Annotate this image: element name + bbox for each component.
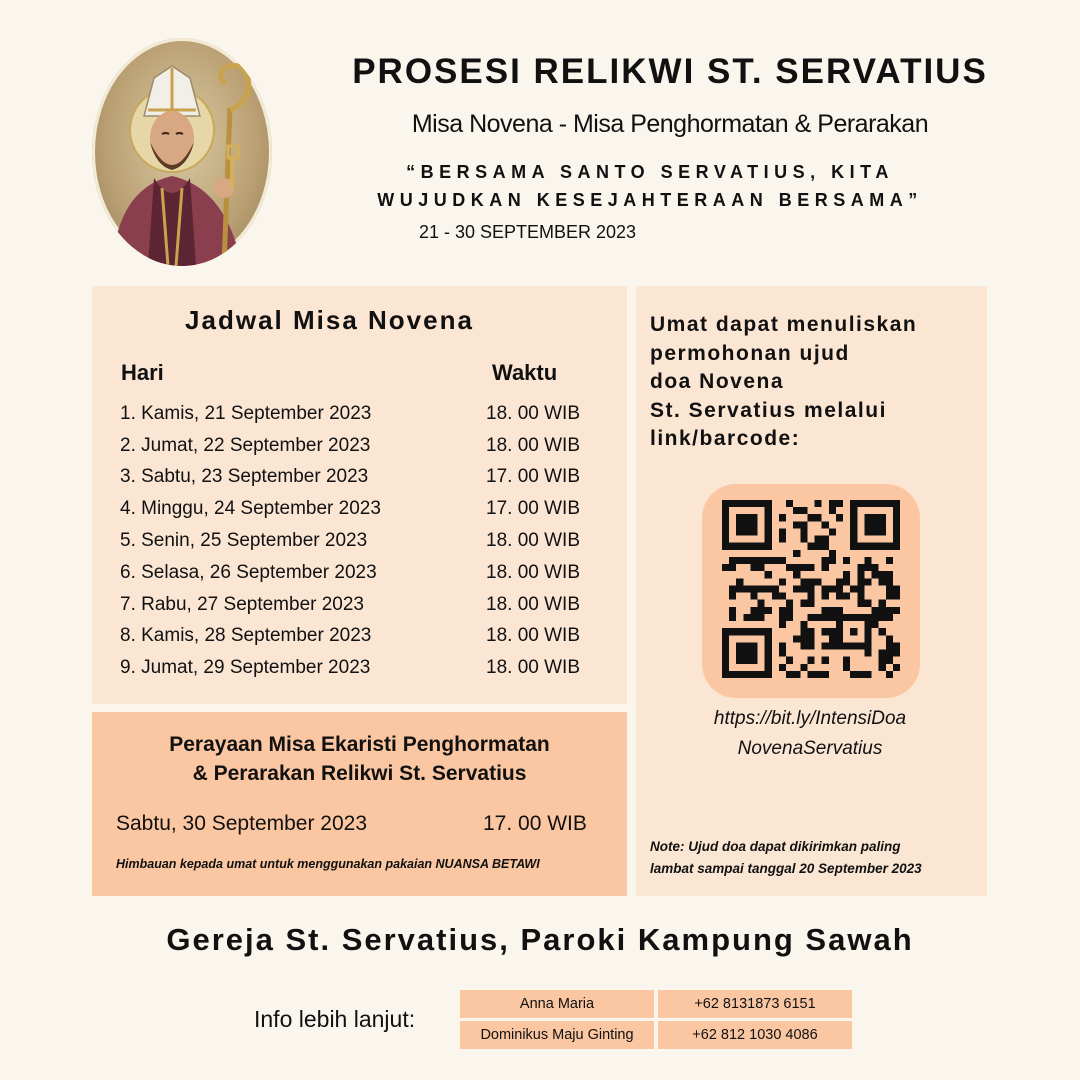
schedule-row <box>120 652 600 684</box>
dress-code-note: Himbauan kepada umat untuk menggunakan pakaian NUANSA BETAWI <box>116 857 540 871</box>
qr-code-icon[interactable] <box>722 500 900 678</box>
contact-name: Anna Maria <box>460 990 654 1018</box>
intention-line: permohonan ujud <box>650 341 850 365</box>
column-header-time: Waktu <box>492 360 558 385</box>
link-line[interactable]: https://bit.ly/IntensiDoa <box>713 708 907 729</box>
celebration-title-line: Perayaan Misa Ekaristi Penghormatan <box>169 733 550 756</box>
contact-phone[interactable]: +62 8131873 6151 <box>658 990 852 1018</box>
theme-line: WUJUDKAN KESEJAHTERAAN BERSAMA” <box>377 190 923 210</box>
schedule-row <box>120 589 600 621</box>
schedule-row <box>120 525 600 557</box>
schedule-day: 7. Rabu, 27 September 2023 <box>120 593 365 615</box>
intention-line: link/barcode: <box>650 427 801 450</box>
celebration-title-line: & Perarakan Relikwi St. Servatius <box>192 762 527 785</box>
schedule-day: 8. Kamis, 28 September 2023 <box>120 625 372 647</box>
schedule-list <box>120 398 600 684</box>
intention-line: St. Servatius melalui <box>650 398 887 422</box>
event-subtitle: Misa Novena - Misa Penghormatan & Perarakan <box>411 110 929 138</box>
schedule-time: 18. 00 WIB <box>486 434 580 456</box>
celebration-date: Sabtu, 30 September 2023 <box>116 812 368 835</box>
schedule-day: 4. Minggu, 24 September 2023 <box>120 498 381 520</box>
schedule-row <box>120 557 600 589</box>
event-dates: 21 - 30 SEPTEMBER 2023 <box>418 222 637 242</box>
schedule-day: 2. Jumat, 22 September 2023 <box>120 434 371 456</box>
schedule-day: 3. Sabtu, 23 September 2023 <box>120 466 369 488</box>
schedule-row <box>120 430 600 462</box>
intention-link[interactable] <box>660 704 960 764</box>
contact-phone[interactable]: +62 812 1030 4086 <box>658 1021 852 1049</box>
event-theme <box>310 158 990 214</box>
deadline-note <box>650 836 980 880</box>
schedule-time: 18. 00 WIB <box>486 657 580 679</box>
intention-line: Umat dapat menuliskan <box>650 313 918 336</box>
link-line[interactable]: NovenaServatius <box>737 738 883 759</box>
contact-name: Dominikus Maju Ginting <box>460 1021 654 1049</box>
note-line: Note: Ujud doa dapat dikirimkan paling <box>650 839 901 854</box>
intention-line: doa Novena <box>650 370 785 393</box>
schedule-time: 18. 00 WIB <box>486 625 580 647</box>
theme-line: “BERSAMA SANTO SERVATIUS, KITA <box>406 162 894 182</box>
column-header-day: Hari <box>121 360 164 385</box>
schedule-time: 17. 00 WIB <box>486 466 580 488</box>
schedule-day: 9. Jumat, 29 September 2023 <box>120 657 371 679</box>
schedule-time: 18. 00 WIB <box>486 593 580 615</box>
schedule-row <box>120 398 600 430</box>
intention-instructions <box>650 311 970 454</box>
event-title: PROSESI RELIKWI ST. SERVATIUS <box>352 52 988 91</box>
saint-portrait-icon <box>92 38 272 266</box>
schedule-row <box>120 493 600 525</box>
schedule-row <box>120 462 600 494</box>
schedule-day: 1. Kamis, 21 September 2023 <box>120 402 372 424</box>
schedule-row <box>120 621 600 653</box>
celebration-title <box>92 730 627 788</box>
schedule-day: 5. Senin, 25 September 2023 <box>120 530 368 552</box>
schedule-time: 18. 00 WIB <box>486 561 580 583</box>
schedule-title: Jadwal Misa Novena <box>185 305 474 335</box>
schedule-day: 6. Selasa, 26 September 2023 <box>120 561 377 583</box>
schedule-time: 18. 00 WIB <box>486 402 580 424</box>
celebration-time: 17. 00 WIB <box>483 812 587 835</box>
info-label: Info lebih lanjut: <box>254 1006 416 1032</box>
church-name: Gereja St. Servatius, Paroki Kampung Sawah <box>166 922 914 957</box>
schedule-time: 18. 00 WIB <box>486 530 580 552</box>
schedule-time: 17. 00 WIB <box>486 498 580 520</box>
saint-portrait <box>92 38 272 266</box>
note-line: lambat sampai tanggal 20 September 2023 <box>650 861 922 876</box>
